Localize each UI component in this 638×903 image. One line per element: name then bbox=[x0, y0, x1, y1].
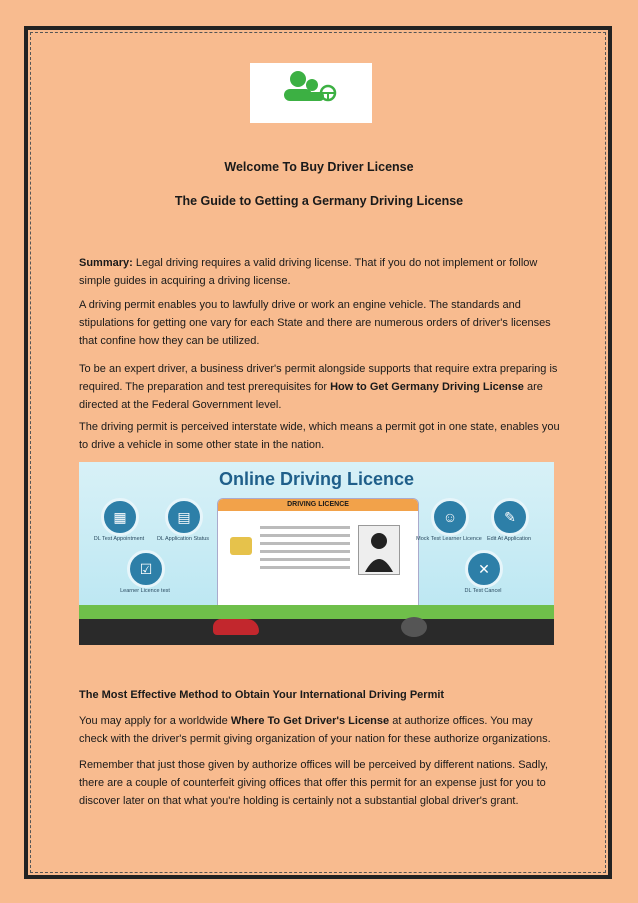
page-title: Welcome To Buy Driver License bbox=[224, 160, 414, 174]
licence-details bbox=[260, 521, 350, 574]
logo-icon bbox=[250, 63, 372, 123]
germany-license-link-text: How to Get Germany Driving License bbox=[330, 381, 524, 393]
label-edit-application: Edit At Application bbox=[486, 536, 532, 542]
chip-icon bbox=[230, 537, 252, 555]
people-icon: ☺ bbox=[431, 498, 469, 536]
document-icon: ▤ bbox=[165, 498, 203, 536]
label-dl-application-status: DL Application Status bbox=[156, 536, 210, 542]
summary-label: Summary: bbox=[79, 257, 133, 269]
banner-title: Online Driving Licence bbox=[218, 469, 415, 489]
label-dl-test-cancel: DL Test Cancel bbox=[464, 588, 502, 594]
motorbike-icon bbox=[401, 617, 427, 637]
paragraph-3 bbox=[79, 360, 561, 414]
paragraph-3-text-a: To be an expert driver, a business driver's permit alongside supports that require extra preparing is required. The preparation and test prerequisites for bbox=[79, 363, 558, 393]
paragraph-3-text-b: are directed at the Federal Government level. bbox=[79, 381, 543, 411]
summary-text: Legal driving requires a valid driving license. That if you do not implement or follow simple guides in acquiring a driving license. bbox=[79, 257, 538, 287]
licence-card-title: DRIVING LICENCE bbox=[218, 499, 418, 511]
paragraph-4: The driving permit is perceived interstate wide, which means a permit got in one state, enables you to drive a vehicle in some other state in the nation. bbox=[79, 421, 560, 451]
label-mock-test: Mock Test Learner Licence bbox=[416, 536, 482, 542]
calendar-icon: ▦ bbox=[101, 498, 139, 536]
page-subtitle: The Guide to Getting a Germany Driving License bbox=[174, 194, 464, 208]
edit-icon: ✎ bbox=[491, 498, 529, 536]
photo-icon bbox=[358, 525, 400, 575]
summary-paragraph bbox=[79, 254, 561, 290]
driving-licence-card bbox=[217, 498, 419, 616]
paragraph-5-text-b: at authorize offices. You may check with the driver's permit giving organization of your nation for these authorize organizations. bbox=[79, 715, 551, 745]
logo bbox=[250, 63, 372, 123]
label-dl-test-appointment: DL Test Appointment bbox=[93, 536, 145, 542]
drivers-license-link-text: Where To Get Driver's License bbox=[230, 715, 390, 727]
paragraph-2: A driving permit enables you to lawfully drive or work an engine vehicle. The standards and stipulations for getting one vary for each State and there are numerous orders of driver's licenses that confine how they can be utilized. bbox=[79, 299, 551, 347]
grass bbox=[79, 605, 554, 619]
road bbox=[79, 619, 554, 645]
cancel-icon: ✕ bbox=[465, 550, 503, 588]
paragraph-6: Remember that just those given by authorize offices will be perceived by different nations. Sadly, there are a couple of counterfeit giving offices that offer this permit for an expense just for you to discover later on that what you're holding is certainly not a substantial global driver's grant. bbox=[79, 759, 548, 807]
car-icon bbox=[213, 619, 259, 635]
checklist-icon: ☑ bbox=[127, 550, 165, 588]
paragraph-5-text-a: You may apply for a worldwide bbox=[79, 715, 231, 727]
paragraph-5 bbox=[79, 712, 561, 748]
label-learner-licence-test: Learner Licence test bbox=[120, 588, 170, 594]
online-licence-banner bbox=[79, 462, 554, 645]
section-heading: The Most Effective Method to Obtain Your International Driving Permit bbox=[79, 689, 445, 701]
